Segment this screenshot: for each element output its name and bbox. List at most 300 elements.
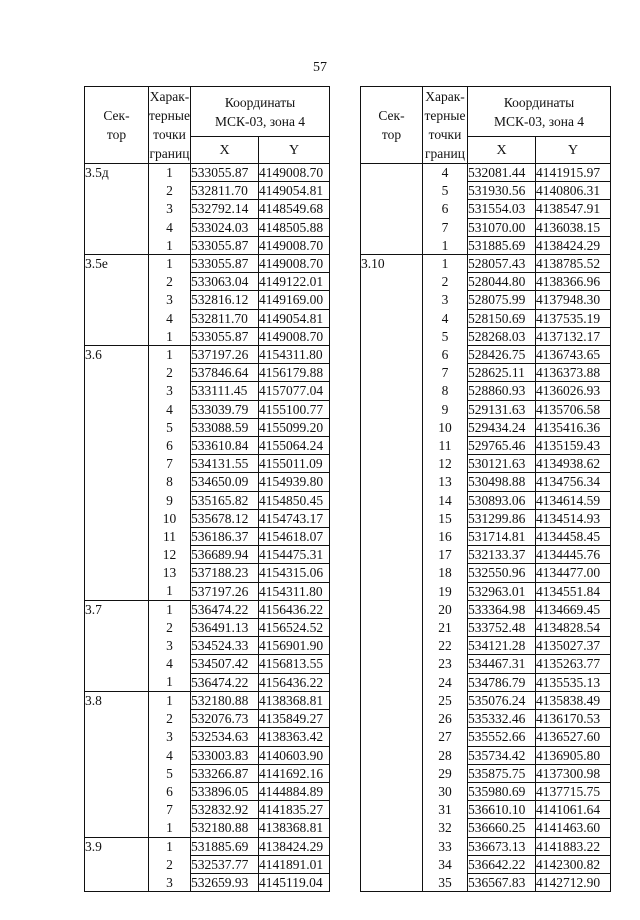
x-coordinate-cell: 530498.88: [468, 473, 536, 491]
point-number-cell: 32: [423, 819, 468, 837]
x-coordinate-cell: 528625.11: [468, 364, 536, 382]
table-row: [361, 418, 611, 436]
sector-cell: [85, 182, 149, 200]
table-row: [85, 855, 330, 873]
x-coordinate-cell: 535875.75: [468, 764, 536, 782]
x-coordinate-cell: 533055.87: [191, 255, 259, 273]
x-coordinate-cell: 533111.45: [191, 382, 259, 400]
x-coordinate-cell: 532659.93: [191, 873, 259, 891]
y-coordinate-cell: 4134614.59: [536, 491, 611, 509]
y-coordinate-cell: 4154311.80: [259, 582, 330, 600]
point-number-cell: 3: [149, 728, 191, 746]
point-number-cell: 26: [423, 710, 468, 728]
point-number-cell: 4: [149, 218, 191, 236]
point-number-cell: 1: [149, 582, 191, 600]
y-coordinate-cell: 4141463.60: [536, 819, 611, 837]
table-row: [85, 236, 330, 254]
table-row: [361, 346, 611, 364]
y-coordinate-cell: 4134514.93: [536, 509, 611, 527]
point-number-cell: 18: [423, 564, 468, 582]
x-coordinate-cell: 528268.03: [468, 327, 536, 345]
sector-cell: [361, 691, 423, 709]
x-coordinate-cell: 532180.88: [191, 819, 259, 837]
x-coordinate-cell: 537188.23: [191, 564, 259, 582]
x-coordinate-cell: 536491.13: [191, 619, 259, 637]
table-row: [85, 364, 330, 382]
sector-cell: [85, 619, 149, 637]
table-row: [85, 710, 330, 728]
table-row: [361, 509, 611, 527]
sector-cell: [361, 710, 423, 728]
y-coordinate-cell: 4138785.52: [536, 255, 611, 273]
x-coordinate-cell: 536567.83: [468, 873, 536, 891]
x-coordinate-cell: 534507.42: [191, 655, 259, 673]
point-number-cell: 7: [149, 801, 191, 819]
sector-cell: [361, 418, 423, 436]
y-coordinate-cell: 4138368.81: [259, 819, 330, 837]
x-coordinate-cell: 532076.73: [191, 710, 259, 728]
point-number-cell: 8: [149, 473, 191, 491]
point-number-cell: 1: [149, 837, 191, 855]
table-row: [361, 327, 611, 345]
y-coordinate-cell: 4135416.36: [536, 418, 611, 436]
x-coordinate-cell: 532811.70: [191, 309, 259, 327]
sector-cell: [361, 801, 423, 819]
y-coordinate-cell: 4149008.70: [259, 164, 330, 182]
point-number-cell: 35: [423, 873, 468, 891]
y-coordinate-cell: 4156901.90: [259, 637, 330, 655]
y-coordinate-cell: 4135535.13: [536, 673, 611, 691]
y-header: Y: [536, 137, 611, 164]
table-row: [361, 400, 611, 418]
point-number-cell: 4: [423, 164, 468, 182]
sector-cell: [85, 673, 149, 691]
coordinates-header: Координаты МСК-03, зона 4: [191, 87, 330, 137]
x-coordinate-cell: 532550.96: [468, 564, 536, 582]
point-number-cell: 31: [423, 801, 468, 819]
point-number-cell: 17: [423, 546, 468, 564]
table-row: [361, 382, 611, 400]
y-coordinate-cell: 4149008.70: [259, 255, 330, 273]
point-number-cell: 1: [423, 255, 468, 273]
sector-cell: [85, 509, 149, 527]
x-coordinate-cell: 536474.22: [191, 673, 259, 691]
y-coordinate-cell: 4154743.17: [259, 509, 330, 527]
y-coordinate-cell: 4148505.88: [259, 218, 330, 236]
sector-cell: [85, 382, 149, 400]
y-coordinate-cell: 4141915.97: [536, 164, 611, 182]
x-coordinate-cell: 535165.82: [191, 491, 259, 509]
table-row: [85, 619, 330, 637]
table-row: [85, 728, 330, 746]
x-coordinate-cell: 535734.42: [468, 746, 536, 764]
x-coordinate-cell: 528426.75: [468, 346, 536, 364]
y-coordinate-cell: 4137535.19: [536, 309, 611, 327]
y-coordinate-cell: 4137715.75: [536, 782, 611, 800]
sector-cell: [85, 437, 149, 455]
table-row: [361, 291, 611, 309]
x-coordinate-cell: 533266.87: [191, 764, 259, 782]
sector-cell: [361, 582, 423, 600]
point-number-cell: 6: [423, 346, 468, 364]
point-number-cell: 25: [423, 691, 468, 709]
coordinates-table-left: [84, 86, 330, 892]
table-row: [85, 400, 330, 418]
point-number-cell: 27: [423, 728, 468, 746]
x-coordinate-cell: 532133.37: [468, 546, 536, 564]
x-coordinate-cell: 533024.03: [191, 218, 259, 236]
y-coordinate-cell: 4135849.27: [259, 710, 330, 728]
x-coordinate-cell: 536660.25: [468, 819, 536, 837]
point-number-cell: 4: [423, 309, 468, 327]
points-header: Харак- терные точки границ: [149, 87, 191, 164]
sector-cell: [85, 218, 149, 236]
point-number-cell: 7: [423, 364, 468, 382]
table-row: [361, 600, 611, 618]
sector-cell: [85, 455, 149, 473]
x-coordinate-cell: 536186.37: [191, 528, 259, 546]
x-coordinate-cell: 534131.55: [191, 455, 259, 473]
sector-cell: [85, 400, 149, 418]
point-number-cell: 6: [149, 782, 191, 800]
sector-cell: [361, 327, 423, 345]
y-coordinate-cell: 4149054.81: [259, 182, 330, 200]
sector-cell: [85, 291, 149, 309]
x-coordinate-cell: 531885.69: [191, 837, 259, 855]
point-number-cell: 21: [423, 619, 468, 637]
y-coordinate-cell: 4134445.76: [536, 546, 611, 564]
table-row: [85, 255, 330, 273]
sector-cell: [85, 528, 149, 546]
table-row: [85, 819, 330, 837]
y-coordinate-cell: 4154850.45: [259, 491, 330, 509]
point-number-cell: 6: [149, 437, 191, 455]
sector-cell: 3.5е: [85, 255, 149, 273]
point-number-cell: 23: [423, 655, 468, 673]
y-coordinate-cell: 4142712.90: [536, 873, 611, 891]
x-coordinate-cell: 532792.14: [191, 200, 259, 218]
x-coordinate-cell: 534786.79: [468, 673, 536, 691]
y-coordinate-cell: 4148549.68: [259, 200, 330, 218]
y-coordinate-cell: 4156813.55: [259, 655, 330, 673]
y-coordinate-cell: 4134551.84: [536, 582, 611, 600]
table-row: [85, 764, 330, 782]
point-number-cell: 9: [149, 491, 191, 509]
x-coordinate-cell: 533610.84: [191, 437, 259, 455]
y-coordinate-cell: 4156436.22: [259, 600, 330, 618]
point-number-cell: 2: [149, 710, 191, 728]
point-number-cell: 4: [149, 400, 191, 418]
sector-cell: [361, 528, 423, 546]
x-coordinate-cell: 537846.64: [191, 364, 259, 382]
table-row: [361, 364, 611, 382]
x-header: X: [191, 137, 259, 164]
sector-cell: [85, 564, 149, 582]
point-number-cell: 12: [149, 546, 191, 564]
sector-cell: [361, 764, 423, 782]
x-coordinate-cell: 533063.04: [191, 273, 259, 291]
y-header: Y: [259, 137, 330, 164]
table-row: [361, 309, 611, 327]
page-number: 57: [313, 60, 327, 75]
table-row: [361, 873, 611, 891]
x-coordinate-cell: 532811.70: [191, 182, 259, 200]
y-coordinate-cell: 4155100.77: [259, 400, 330, 418]
point-number-cell: 3: [149, 291, 191, 309]
y-coordinate-cell: 4138424.29: [259, 837, 330, 855]
sector-cell: 3.8: [85, 691, 149, 709]
point-number-cell: 1: [149, 327, 191, 345]
y-coordinate-cell: 4141692.16: [259, 764, 330, 782]
y-coordinate-cell: 4136905.80: [536, 746, 611, 764]
sector-cell: [85, 200, 149, 218]
sector-cell: [361, 564, 423, 582]
sector-cell: [85, 855, 149, 873]
sector-cell: [361, 273, 423, 291]
y-coordinate-cell: 4136527.60: [536, 728, 611, 746]
point-number-cell: 33: [423, 837, 468, 855]
sector-cell: [361, 182, 423, 200]
point-number-cell: 24: [423, 673, 468, 691]
x-coordinate-cell: 532832.92: [191, 801, 259, 819]
sector-cell: [361, 637, 423, 655]
point-number-cell: 4: [149, 746, 191, 764]
table-row: [361, 164, 611, 182]
point-number-cell: 5: [423, 182, 468, 200]
point-number-cell: 3: [149, 873, 191, 891]
y-coordinate-cell: 4134938.62: [536, 455, 611, 473]
point-number-cell: 13: [149, 564, 191, 582]
table-row: [85, 164, 330, 182]
sector-cell: [85, 710, 149, 728]
sector-cell: [361, 200, 423, 218]
x-coordinate-cell: 532081.44: [468, 164, 536, 182]
point-number-cell: 3: [423, 291, 468, 309]
table-row: [361, 801, 611, 819]
x-coordinate-cell: 530121.63: [468, 455, 536, 473]
point-number-cell: 9: [423, 400, 468, 418]
x-coordinate-cell: 535678.12: [191, 509, 259, 527]
sector-cell: [85, 819, 149, 837]
x-coordinate-cell: 535076.24: [468, 691, 536, 709]
table-row: [85, 746, 330, 764]
x-coordinate-cell: 528075.99: [468, 291, 536, 309]
table-row: [85, 691, 330, 709]
table-row: [85, 491, 330, 509]
sector-cell: [361, 509, 423, 527]
sector-cell: [361, 782, 423, 800]
point-number-cell: 1: [149, 236, 191, 254]
table-row: [85, 582, 330, 600]
x-coordinate-cell: 533364.98: [468, 600, 536, 618]
y-coordinate-cell: 4142300.82: [536, 855, 611, 873]
y-coordinate-cell: 4156524.52: [259, 619, 330, 637]
x-coordinate-cell: 531070.00: [468, 218, 536, 236]
table-row: [361, 437, 611, 455]
point-number-cell: 34: [423, 855, 468, 873]
y-coordinate-cell: 4145119.04: [259, 873, 330, 891]
y-coordinate-cell: 4154315.06: [259, 564, 330, 582]
x-coordinate-cell: 528057.43: [468, 255, 536, 273]
y-coordinate-cell: 4149122.01: [259, 273, 330, 291]
x-coordinate-cell: 531714.81: [468, 528, 536, 546]
y-coordinate-cell: 4155099.20: [259, 418, 330, 436]
y-coordinate-cell: 4138424.29: [536, 236, 611, 254]
table-row: [85, 418, 330, 436]
y-coordinate-cell: 4136373.88: [536, 364, 611, 382]
y-coordinate-cell: 4136038.15: [536, 218, 611, 236]
sector-cell: [85, 746, 149, 764]
sector-cell: [361, 837, 423, 855]
sector-cell: [85, 764, 149, 782]
x-coordinate-cell: 531554.03: [468, 200, 536, 218]
x-coordinate-cell: 531885.69: [468, 236, 536, 254]
sector-cell: [85, 582, 149, 600]
y-coordinate-cell: 4137948.30: [536, 291, 611, 309]
sector-cell: 3.10: [361, 255, 423, 273]
y-coordinate-cell: 4137132.17: [536, 327, 611, 345]
table-row: [85, 655, 330, 673]
table-row: [85, 473, 330, 491]
x-coordinate-cell: 535552.66: [468, 728, 536, 746]
points-header: Харак- терные точки границ: [423, 87, 468, 164]
table-row: [361, 837, 611, 855]
table-row: [361, 455, 611, 473]
x-coordinate-cell: 535332.46: [468, 710, 536, 728]
x-coordinate-cell: 535980.69: [468, 782, 536, 800]
point-number-cell: 2: [149, 855, 191, 873]
x-coordinate-cell: 537197.26: [191, 346, 259, 364]
table-row: [361, 619, 611, 637]
table-row: [85, 382, 330, 400]
table-row: [85, 873, 330, 891]
table-row: [361, 728, 611, 746]
sector-header: Сек- тор: [361, 87, 423, 164]
x-coordinate-cell: 536673.13: [468, 837, 536, 855]
x-coordinate-cell: 529434.24: [468, 418, 536, 436]
table-row: [361, 236, 611, 254]
x-coordinate-cell: 529765.46: [468, 437, 536, 455]
table-row: [361, 491, 611, 509]
point-number-cell: 29: [423, 764, 468, 782]
sector-cell: [361, 728, 423, 746]
x-coordinate-cell: 537197.26: [191, 582, 259, 600]
y-coordinate-cell: 4154311.80: [259, 346, 330, 364]
y-coordinate-cell: 4134828.54: [536, 619, 611, 637]
sector-cell: 3.6: [85, 346, 149, 364]
point-number-cell: 2: [149, 364, 191, 382]
sector-cell: [85, 364, 149, 382]
table-row: [361, 673, 611, 691]
y-coordinate-cell: 4138368.81: [259, 691, 330, 709]
x-coordinate-cell: 534467.31: [468, 655, 536, 673]
point-number-cell: 1: [149, 255, 191, 273]
y-coordinate-cell: 4141835.27: [259, 801, 330, 819]
sector-cell: [85, 546, 149, 564]
table-row: [361, 782, 611, 800]
x-coordinate-cell: 533896.05: [191, 782, 259, 800]
x-coordinate-cell: 533003.83: [191, 746, 259, 764]
point-number-cell: 2: [149, 182, 191, 200]
point-number-cell: 1: [149, 600, 191, 618]
y-coordinate-cell: 4154618.07: [259, 528, 330, 546]
y-coordinate-cell: 4137300.98: [536, 764, 611, 782]
y-coordinate-cell: 4135159.43: [536, 437, 611, 455]
y-coordinate-cell: 4141891.01: [259, 855, 330, 873]
sector-cell: [361, 546, 423, 564]
y-coordinate-cell: 4141883.22: [536, 837, 611, 855]
y-coordinate-cell: 4140603.90: [259, 746, 330, 764]
point-number-cell: 7: [149, 455, 191, 473]
sector-cell: [85, 309, 149, 327]
point-number-cell: 1: [423, 236, 468, 254]
point-number-cell: 10: [423, 418, 468, 436]
y-coordinate-cell: 4136170.53: [536, 710, 611, 728]
point-number-cell: 4: [149, 655, 191, 673]
table-row: [361, 255, 611, 273]
y-coordinate-cell: 4156179.88: [259, 364, 330, 382]
point-number-cell: 5: [149, 764, 191, 782]
x-coordinate-cell: 532180.88: [191, 691, 259, 709]
x-coordinate-cell: 536474.22: [191, 600, 259, 618]
x-coordinate-cell: 533752.48: [468, 619, 536, 637]
x-coordinate-cell: 528860.93: [468, 382, 536, 400]
table-row: [361, 273, 611, 291]
sector-cell: [361, 382, 423, 400]
sector-cell: [85, 873, 149, 891]
table-row: [85, 837, 330, 855]
y-coordinate-cell: 4134669.45: [536, 600, 611, 618]
sector-cell: [361, 455, 423, 473]
sector-cell: [85, 782, 149, 800]
point-number-cell: 20: [423, 600, 468, 618]
coordinates-header: Координаты МСК-03, зона 4: [468, 87, 611, 137]
table-row: [85, 327, 330, 345]
point-number-cell: 2: [149, 619, 191, 637]
sector-cell: [361, 291, 423, 309]
y-coordinate-cell: 4135263.77: [536, 655, 611, 673]
point-number-cell: 5: [149, 418, 191, 436]
x-coordinate-cell: 531299.86: [468, 509, 536, 527]
point-number-cell: 12: [423, 455, 468, 473]
point-number-cell: 4: [149, 309, 191, 327]
table-row: [361, 655, 611, 673]
y-coordinate-cell: 4136026.93: [536, 382, 611, 400]
table-row: [361, 546, 611, 564]
sector-cell: 3.9: [85, 837, 149, 855]
sector-cell: [361, 473, 423, 491]
point-number-cell: 2: [423, 273, 468, 291]
sector-cell: [361, 855, 423, 873]
point-number-cell: 8: [423, 382, 468, 400]
point-number-cell: 3: [149, 382, 191, 400]
sector-cell: [361, 437, 423, 455]
sector-cell: [85, 273, 149, 291]
point-number-cell: 22: [423, 637, 468, 655]
point-number-cell: 1: [149, 691, 191, 709]
y-coordinate-cell: 4138547.91: [536, 200, 611, 218]
y-coordinate-cell: 4134458.45: [536, 528, 611, 546]
table-row: [361, 855, 611, 873]
table-row: [85, 309, 330, 327]
table-row: [85, 782, 330, 800]
sector-cell: [361, 491, 423, 509]
table-row: [361, 691, 611, 709]
x-coordinate-cell: 534650.09: [191, 473, 259, 491]
sector-cell: [85, 327, 149, 345]
sector-cell: [85, 236, 149, 254]
sector-cell: [85, 655, 149, 673]
